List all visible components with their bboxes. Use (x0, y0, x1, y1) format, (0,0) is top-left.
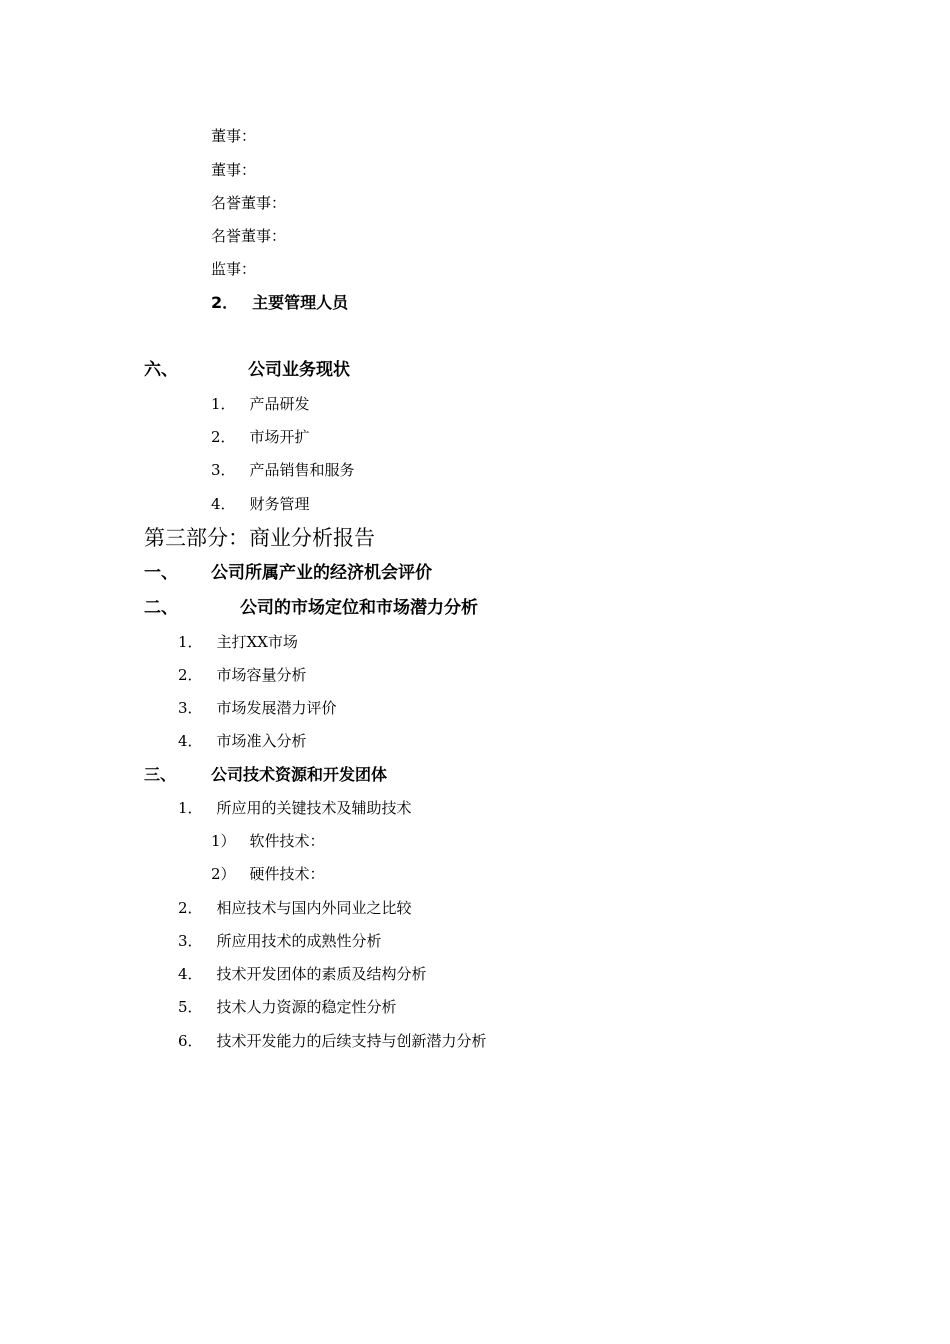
list-text: 所应用技术的成熟性分析 (216, 932, 382, 950)
list-item (178, 1031, 487, 1051)
list-item (211, 494, 310, 514)
list-text: 市场发展潜力评价 (216, 699, 337, 717)
section-title: 公司技术资源和开发团体 (211, 765, 388, 784)
list-text: 主要管理人员 (252, 293, 349, 312)
list-number: 2． (178, 666, 203, 684)
list-number: 3． (178, 932, 203, 950)
list-number: 2． (211, 428, 236, 446)
list-text: 产品研发 (249, 395, 310, 413)
part-title (144, 524, 375, 552)
list-text: 硬件技术： (249, 865, 325, 883)
board-item-label: 名誉董事： (211, 194, 287, 212)
section-heading-6 (144, 360, 350, 380)
list-item (178, 731, 307, 751)
section-heading-1 (144, 563, 432, 583)
list-item (178, 798, 412, 818)
sub-list-item (211, 831, 325, 851)
board-item (211, 160, 256, 180)
list-item (178, 997, 397, 1017)
section-heading-3 (144, 765, 387, 785)
section-marker: 六、 (144, 360, 178, 380)
list-text: 技术开发能力的后续支持与创新潜力分析 (216, 1032, 487, 1050)
list-text: 市场容量分析 (216, 666, 307, 684)
list-text: 软件技术： (249, 832, 325, 850)
list-item (211, 460, 355, 480)
section-title: 公司所属产业的经济机会评价 (211, 563, 432, 583)
board-item (211, 126, 256, 146)
list-text: 相应技术与国内外同业之比较 (216, 899, 412, 917)
list-number: 1． (178, 799, 203, 817)
list-text: 市场准入分析 (216, 732, 307, 750)
list-number: 4． (178, 732, 203, 750)
list-number: 1） (211, 832, 236, 850)
board-item-label: 名誉董事： (211, 227, 287, 245)
board-item-label: 董事： (211, 161, 257, 179)
list-text: 产品销售和服务 (249, 461, 355, 479)
list-number: 3． (178, 699, 203, 717)
list-item (211, 394, 310, 414)
list-item (178, 632, 298, 652)
board-item-label: 监事： (211, 260, 257, 278)
part-title-text: 第三部分：商业分析报告 (144, 526, 375, 550)
list-item (178, 898, 412, 918)
list-text: 财务管理 (249, 495, 310, 513)
section-marker: 二、 (144, 598, 178, 618)
list-number: 1． (178, 633, 203, 651)
list-number: 2） (211, 865, 236, 883)
list-item (178, 931, 382, 951)
list-text: 技术开发团体的素质及结构分析 (216, 965, 427, 983)
section-title: 公司的市场定位和市场潜力分析 (240, 598, 478, 618)
board-item (211, 226, 286, 246)
list-number: 4． (211, 495, 236, 513)
management-heading (211, 293, 348, 313)
list-item (178, 964, 427, 984)
section-marker: 一、 (144, 563, 178, 583)
list-text: 市场开扩 (249, 428, 310, 446)
board-item-label: 董事： (211, 127, 257, 145)
board-item (211, 193, 286, 213)
list-number: 4． (178, 965, 203, 983)
list-item (211, 427, 310, 447)
list-number: 3． (211, 461, 236, 479)
list-number: 5． (178, 998, 203, 1016)
section-marker: 三、 (144, 765, 177, 784)
list-number: 6． (178, 1032, 203, 1050)
list-number: 2． (178, 899, 203, 917)
section-heading-2 (144, 598, 478, 618)
list-text: 技术人力资源的稳定性分析 (216, 998, 397, 1016)
list-item (178, 698, 337, 718)
list-item (178, 665, 307, 685)
board-item (211, 259, 256, 279)
list-number: 1． (211, 395, 236, 413)
sub-list-item (211, 864, 325, 884)
list-number: 2． (211, 293, 239, 312)
section-title: 公司业务现状 (248, 360, 350, 380)
list-text: 所应用的关键技术及辅助技术 (216, 799, 412, 817)
list-text: 主打XX市场 (216, 633, 298, 651)
